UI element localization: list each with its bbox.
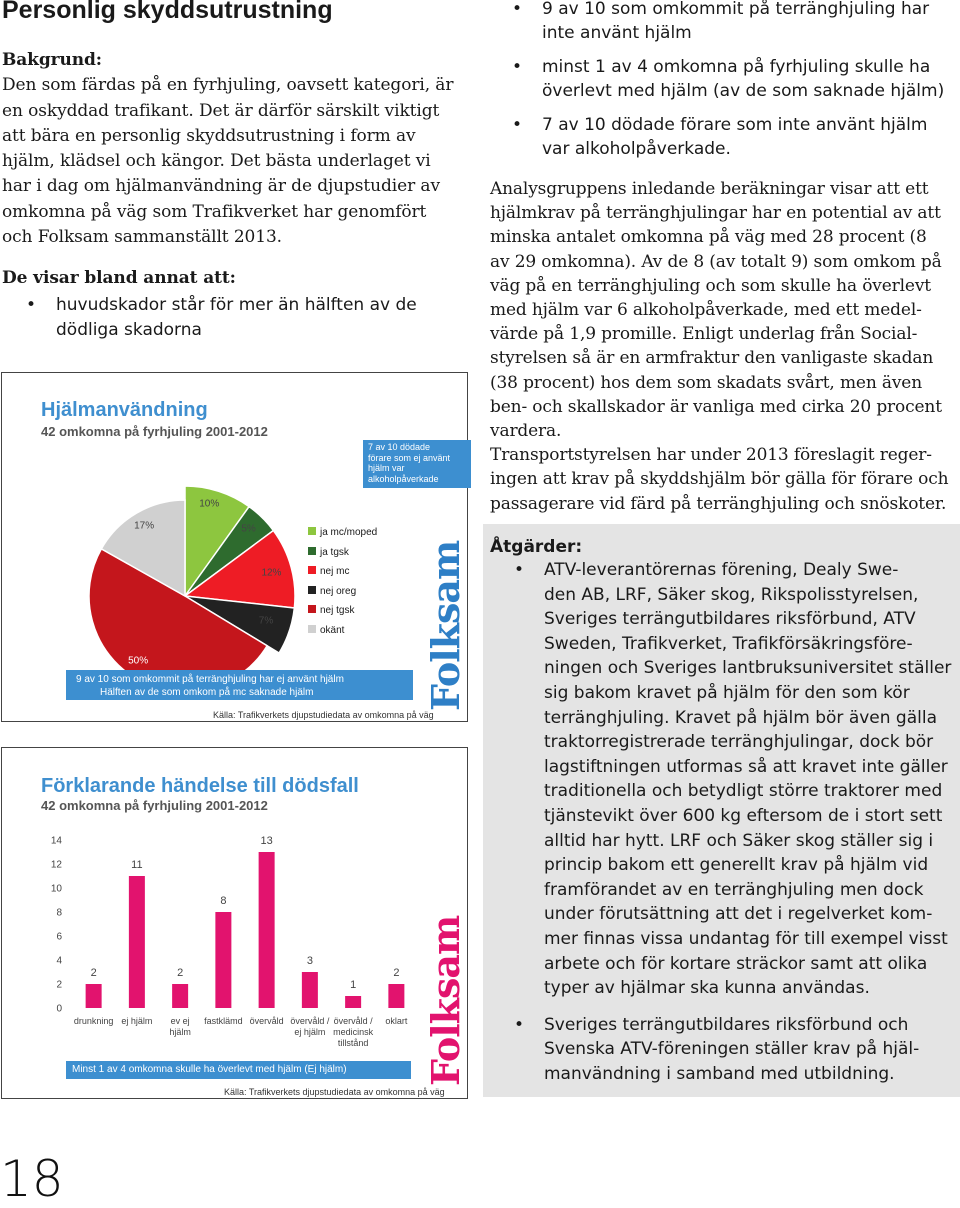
list-item [488,113,958,161]
list-item-line: • minst 1 av 4 omkomna på fyrhjuling skulle ha [542,57,931,77]
legend-swatch [308,566,316,574]
actions-list [490,558,955,1098]
background-line: att bära en personlig skyddsutrustning i form av [2,125,416,146]
legend-label: nej tgsk [320,605,355,617]
pie-slice-label: 50% [128,655,149,667]
bar [215,912,231,1008]
chart-title: Hjälmanvändning [41,399,208,421]
bar-value-label: 13 [260,835,273,847]
text-line: Analysgruppens inledande beräkningar visar att ett [490,179,929,199]
x-tick-label: hjälm [169,1027,191,1037]
x-tick-label: ej hjälm [294,1027,326,1037]
annotation-line: 7 av 10 dödade [368,442,431,452]
text-line: vardera. [490,421,562,442]
text-line: Sveriges terrängutbildares riksförbund, ATV [544,609,916,630]
death-cause-chart [1,747,468,1099]
legend-item [308,621,377,641]
pie-slice-label: 7% [258,615,274,627]
legend-swatch [308,625,316,633]
background-line: en oskyddad trafikant. Det är därför särskilt viktigt [2,100,440,121]
banner-line: 9 av 10 som omkommit på terränghjuling har ej använt hjälm [76,674,344,685]
survival-banner: Minst 1 av 4 omkomna skulle ha överlevt med hjälm (Ej hjälm) [66,1061,411,1079]
annotation-line: alkoholpåverkade [368,473,439,484]
text-line: sig bakom kravet på hjälm för den som kör [544,682,910,703]
x-tick-label: ej hjälm [121,1016,153,1026]
actions-box [483,524,960,1097]
text-line: ingen att krav på skyddshjälm bör gälla för förare och [490,469,949,490]
background-line: hjälm, klädsel och kängor. Det bästa underlaget vi [2,151,431,172]
bar-value-label: 2 [90,967,97,979]
bar [388,984,404,1008]
legend-item [308,562,377,582]
annotation-line: hjälm var [368,463,405,473]
chart-subtitle: 42 omkomna på fyrhjuling 2001-2012 [41,798,268,813]
list-item-line: var alkoholpåverkade. [542,139,731,159]
text-line: arbete och för kortare sträckor samt att olika [544,953,928,974]
text-line: passagerare vid färd på terränghjuling och snöskoter. [490,493,947,514]
text-line: princip bakom ett generellt krav på hjälm vid [544,855,929,876]
chart-source: Källa: Trafikverkets djupstudiedata av omkomna på väg [213,710,434,720]
pie-chart [2,373,467,721]
text-line: • ATV-leverantörernas förening, Dealy Swe- [544,560,899,580]
bar-chart [2,748,467,1098]
legend-label: ja tgsk [320,546,349,558]
list-item [490,558,955,1001]
folksam-logo: Folksam [423,540,468,711]
bar [345,996,361,1008]
text-line: • Sveriges terrängutbildares riksförbund och [544,1014,909,1035]
background-section [2,48,472,292]
bar-value-label: 8 [220,895,227,907]
legend-item [308,582,377,602]
list-item [488,0,958,45]
list-item-line: • 7 av 10 dödade förare som inte använt hjälm [542,115,928,135]
bar-value-label: 3 [306,955,313,967]
y-tick-label: 6 [56,931,62,943]
bar-value-label: 1 [350,979,357,991]
y-tick-label: 0 [56,1003,62,1015]
findings-subheading: De visar bland annat att: [2,268,236,289]
legend-label: nej mc [320,566,350,578]
helmet-banner [66,670,413,700]
legend-item [308,543,377,563]
x-tick-label: medicinsk [333,1027,374,1037]
list-item-line: dödliga skadorna [56,320,202,340]
text-line: traditionella och betydligt större traktorer med [544,781,943,802]
annotation-line: förare som ej använt [368,452,451,463]
text-line: väg på en terränghjuling och som skulle ha överlevt [490,275,931,296]
bar-value-label: 11 [131,859,143,871]
list-item-line: • 9 av 10 som omkommit på terränghjuling har [542,0,930,19]
background-heading: Bakgrund: [2,50,102,70]
text-line: med hjälm var 6 alkoholpåverkade, med ett medel- [490,300,922,321]
y-tick-label: 4 [56,955,62,967]
background-line: och Folksam sammanställt 2013. [2,227,282,248]
legend-item [308,601,377,621]
text-line: den AB, LRF, Säker skog, Rikspolisstyrelsen, [544,584,919,605]
helmet-usage-chart [1,372,468,722]
list-item [2,293,472,343]
x-tick-label: drunkning [73,1016,114,1026]
text-line: manvändning i samband med utbildning. [544,1063,895,1084]
background-line: omkomna på väg som Trafikverket har genomfört [2,201,427,222]
text-line: traktorregistrerade terränghjulingar, dock bör [544,732,934,753]
text-line: värde på 1,9 promille. Enligt underlag från Social- [490,324,918,345]
list-item-line: inte använt hjälm [542,23,692,43]
bar [259,852,275,1008]
text-line: ben- och skallskador är vanliga med cirka 20 procent [490,396,942,417]
bar [302,972,318,1008]
bar [172,984,188,1008]
x-tick-label: oklart [385,1016,408,1026]
text-line: typer av hjälmar ska kunna användas. [544,978,870,999]
legend-item [308,523,377,543]
text-line: lagstiftningen utformas så att kravet inte gäller [544,756,948,777]
background-line: har i dag om hjälmanvändning är de djupstudier av [2,176,440,197]
chart-source: Källa: Trafikverkets djupstudiedata av omkomna på väg [224,1087,445,1097]
text-line: minska antalet omkomna på väg med 28 procent (8 [490,227,927,248]
alcohol-annotation [363,440,471,488]
text-line: av 29 omkomna). Av de 8 (av totalt 9) som omkom på [490,251,942,272]
text-line: styrelsen så är en armfraktur den vanligaste skadan [490,348,934,369]
legend-label: ja mc/moped [320,527,378,538]
analysis-paragraph [490,177,960,516]
text-line: alltid har hytt. LRF och Säker skog ställer sig i [544,830,934,851]
background-line: Den som färdas på en fyrhjuling, oavsett kategori, är [2,75,454,96]
list-item [490,1013,955,1087]
text-line: (38 procent) hos dem som skadats svårt, men även [490,372,923,393]
text-line: hjälmkrav på terränghjulingar har en potential av att [490,203,941,224]
text-line: tjänstevikt över 600 kg eftersom de i stort sett [544,805,943,826]
x-tick-label: övervåld / [290,1016,330,1026]
legend-swatch [308,586,316,594]
page-number: 18 [0,1150,64,1208]
banner-line: Hälften av de som omkom på mc saknade hjälm [100,687,314,698]
bar [129,876,145,1008]
list-item [488,55,958,103]
x-tick-label: övervåld [249,1016,284,1026]
y-tick-label: 14 [50,835,62,847]
list-item-line: • huvudskador står för mer än hälften av de [56,295,417,315]
text-line: mer finnas vissa undantag för till exempel visst [544,928,948,949]
x-tick-label: övervåld / [333,1016,373,1026]
text-line: terränghjuling. Kravet på hjälm bör även gälla [544,707,938,728]
pie-slice-label: 12% [261,567,282,579]
x-tick-label: tillstånd [337,1038,369,1048]
bar [86,984,102,1008]
text-line: ningen och Sveriges lantbruksuniversitet ställer [544,658,952,679]
y-tick-label: 12 [50,859,62,871]
text-line: Sweden, Trafikverket, Trafikförsäkringsföre- [544,633,913,654]
actions-title: Åtgärder: [490,537,583,557]
list-item-line: överlevt med hjälm (av de som saknade hjälm) [542,81,945,101]
page-title: Personlig skyddsutrustning [2,0,333,24]
text-line: framförandet av en terränghjuling men dock [544,879,924,900]
pie-slice-label: 5% [241,523,256,535]
legend-label: nej oreg [320,585,357,597]
chart-title: Förklarande händelse till dödsfall [41,775,359,797]
pie-slice-label: 10% [199,498,220,510]
y-tick-label: 8 [56,907,62,919]
y-tick-label: 2 [56,979,62,991]
text-line: under förutsättning att det i regelverket kom- [544,904,933,925]
pie-slice-label: 17% [134,520,155,532]
legend-swatch [308,605,316,613]
text-line: Svenska ATV-föreningen ställer krav på hjäl- [544,1039,920,1060]
x-tick-label: fastklämd [204,1016,243,1026]
findings-list [2,293,472,343]
chart-subtitle: 42 omkomna på fyrhjuling 2001-2012 [41,424,268,439]
legend-swatch [308,527,316,535]
x-tick-label: ev ej [170,1016,190,1026]
y-tick-label: 10 [50,883,62,895]
legend-label: okänt [320,624,345,636]
legend-swatch [308,547,316,555]
pie-legend [308,523,377,641]
bar-value-label: 2 [177,967,184,979]
text-line: Transportstyrelsen har under 2013 föreslagit reger- [490,445,932,466]
key-facts-list [488,0,958,171]
bar-value-label: 2 [393,967,400,979]
folksam-logo: Folksam [423,915,468,1086]
